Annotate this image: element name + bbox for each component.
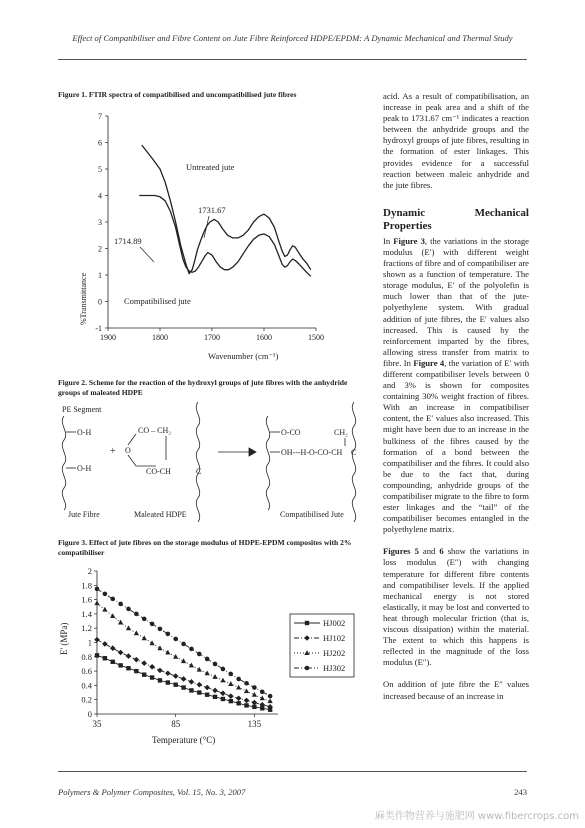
figure3-point-hj202 [228, 681, 233, 686]
figure3-point-hj202 [94, 600, 99, 605]
figure1-ytick-label: -1 [95, 324, 102, 333]
figure3-point-hj202 [102, 607, 107, 612]
figure3-point-hj202 [220, 678, 225, 683]
figure1-label-peak-1714: 1714.89 [114, 236, 142, 246]
anhydride-co-ch: CO-CH [146, 467, 171, 476]
figure3-point-hj302 [166, 632, 171, 637]
figure3-point-hj202 [252, 692, 257, 697]
figure3-point-hj102 [220, 690, 226, 696]
figure3-point-hj102 [102, 641, 108, 647]
figure1-label-compatibilised: Compatibilised jute [124, 296, 191, 306]
figure3-ytick-label: 0 [87, 709, 92, 719]
figure3-ytick-label: 0.2 [81, 694, 92, 705]
plus-sign: + [110, 446, 116, 457]
watermark: 麻类作物营养与施肥网 www.fibercrops.com [374, 811, 579, 822]
figure3-point-hj302 [221, 667, 226, 672]
figure3-point-hj302 [142, 617, 147, 622]
figure3-point-hj302 [213, 662, 218, 667]
figure3-point-hj002 [189, 688, 193, 692]
figure1-caption: Figure 1. FTIR spectra of compatibilised and uncompatibilised jute fibres [58, 90, 297, 99]
figure3-ytick-label: 0.4 [81, 680, 92, 691]
figure1-ytick-label: 5 [98, 165, 102, 174]
figure3-point-hj202 [157, 645, 162, 650]
figure3-point-hj102 [149, 664, 155, 670]
jute-oh-2: O-H [77, 464, 92, 473]
figure3-point-hj002 [166, 680, 170, 684]
paragraph-loss-modulus [383, 546, 529, 668]
legend-label-hj002: HJ002 [323, 618, 346, 628]
figure3-point-hj002 [150, 675, 154, 679]
reaction-arrow-head [249, 448, 256, 456]
running-header: Effect of Compatibiliser and Fibre Content on Jute Fibre Reinforced HDPE/EPDM: A Dynamic Mechanical and Thermal Study [72, 33, 513, 43]
figure3-point-hj002 [181, 685, 185, 689]
figure3-point-hj202 [197, 667, 202, 672]
figure3-point-hj302 [134, 612, 139, 617]
legend-label-hj202: HJ202 [323, 648, 346, 658]
figure6-reference: 6 [439, 546, 444, 557]
figure3-ytick-label: 0.8 [81, 651, 92, 662]
figure3-xtick-label: 85 [171, 719, 181, 729]
figure3-point-hj102 [118, 650, 124, 656]
anhydride-ring-bonds [128, 434, 166, 466]
figure3-point-hj302 [205, 657, 210, 662]
figure1-ytick-label: 2 [98, 244, 102, 254]
figure3-point-hj102 [110, 645, 116, 651]
para3-and: and [418, 546, 440, 557]
figure3-point-hj002 [236, 701, 240, 705]
figure3-point-hj002 [221, 697, 225, 701]
compat-c: C [351, 448, 357, 457]
figure3-ytick-label: 1.8 [81, 580, 92, 591]
figure3-point-hj002 [173, 682, 177, 686]
figure3-point-hj302 [158, 627, 163, 632]
figure3-point-hj302 [268, 694, 273, 699]
figure1-ytick-label: 6 [98, 138, 102, 148]
figure3-point-hj202 [165, 650, 170, 655]
figure3-point-hj002 [244, 703, 248, 707]
figure3-point-hj002 [111, 660, 115, 664]
figure3-point-hj002 [205, 692, 209, 696]
paragraph-storage-modulus [383, 236, 529, 536]
compat-o-co: O-CO [281, 428, 301, 437]
footer-rule [58, 771, 527, 772]
figure3-point-hj102 [134, 657, 140, 663]
figure1-ytick-label: 3 [98, 218, 102, 227]
figure1-label-untreated: Untreated jute [186, 162, 235, 172]
legend-marker-hj102 [304, 635, 310, 641]
figure3-point-hj302 [260, 690, 265, 695]
jute-fibre-label: Jute Fibre [68, 510, 100, 519]
para2-text-b: , the variations in the storage modulus (E′) with different weight fractions of fibre and of compatibiliser are shown as a function of temperature. The storage modulus, E′ of the polyolefin is much lower than that of the jute-polyethylene system. With gradual addition of jute fibres, the E′ values also increased. This is caused by the reinforcement imparted by the fibres, allowing stress transfer from matrix to fibre. In [383, 235, 530, 368]
figure3-point-hj102 [204, 685, 210, 691]
figure1-xtick-label: 1800 [152, 333, 168, 342]
figure3-point-hj002 [103, 656, 107, 660]
figure3-point-hj002 [229, 699, 233, 703]
legend-label-hj102: HJ102 [323, 633, 346, 643]
figure3-point-hj202 [244, 688, 249, 693]
figure3-point-hj102 [157, 668, 163, 674]
figure3-point-hj202 [118, 620, 123, 625]
figure1-chart [58, 102, 358, 364]
jute-fibre-chain [62, 416, 65, 510]
figure1-xtick-label: 1900 [100, 333, 116, 342]
compatibilised-jute-label: Compatibilised Jute [280, 510, 344, 519]
figure3-point-hj202 [236, 685, 241, 690]
figure3-point-hj202 [142, 635, 147, 640]
pe-segment-label: PE Segment [62, 405, 102, 414]
figure3-point-hj102 [126, 653, 132, 659]
figure1-xtick-label: 1500 [308, 333, 324, 342]
para2-text-c: , the variation of E′ with different compatibiliser levels between 0 and 3% is shown for composites containing 30% weight fraction of fibres. With an increase in compatibiliser content, the E′ values also increased. This might have been due to an increase in the bulkiness of the fibres caused by the formation of a bond between the compatibiliser and the fibres. It could also be due to the fact that, during compounding, anhydride groups of the compatibiliser migrate to the fibre to form ester linkages and the “tail” of the compatibiliser becomes entangled in the polyethylene matrix. [383, 357, 530, 535]
figure3-point-hj302 [103, 592, 108, 597]
figure3-point-hj302 [95, 587, 100, 592]
figure3-point-hj202 [149, 640, 154, 645]
figure3-point-hj002 [213, 695, 217, 699]
legend-marker-hj002 [305, 621, 309, 625]
figure3-point-hj302 [252, 685, 257, 690]
paragraph-compatibilisation: acid. As a result of compatibilisation, an increase in peak area and a shift of the peak to 1731.67 cm⁻¹ indicates a reaction between the anhydride groups and the hydroxyl groups of jute fibres, resulting in the formation of ester linkages. This provides evidence for a successful reaction between maleic anhydride and the jute fibres. [383, 91, 529, 190]
figure3-point-hj002 [95, 653, 99, 657]
figure3-point-hj302 [173, 637, 178, 642]
para2-text-a: In [383, 235, 394, 246]
anhydride-o: O [125, 446, 131, 455]
figure3-point-hj102 [94, 637, 100, 643]
figure3-point-hj002 [134, 669, 138, 673]
figure3-point-hj102 [141, 660, 147, 666]
header-rule [58, 59, 527, 60]
pe-segment-chain [196, 402, 202, 522]
figure3-point-hj002 [158, 678, 162, 682]
compat-ester: OH---H-O-CO-CH [281, 448, 343, 457]
figure3-point-hj102 [181, 676, 187, 682]
figure3-series-hj102 [97, 640, 270, 707]
figure3-series-hj002 [97, 655, 270, 709]
figure3-ytick-label: 1.4 [81, 608, 92, 619]
right-column [383, 91, 529, 702]
figure3-point-hj302 [228, 672, 233, 677]
figure3-ytick-label: 1 [87, 637, 92, 648]
compat-pe-chain [352, 402, 355, 522]
legend-marker-hj202 [304, 650, 309, 655]
figure1-xtick-label: 1600 [256, 333, 272, 342]
figure3-point-hj002 [118, 663, 122, 667]
figure3-caption: Figure 3. Effect of jute fibres on the storage modulus of HDPE-EPDM composites with 2% compatibiliser [58, 538, 352, 557]
figure3-ytick-label: 0.6 [81, 666, 92, 677]
figure3-xtick-label: 135 [247, 719, 262, 729]
figure1-ytick-label: 4 [98, 191, 102, 201]
compat-ch2: CH₂ [334, 428, 348, 437]
figure3-point-hj102 [189, 679, 195, 685]
figure3-point-hj002 [197, 690, 201, 694]
para3-text: show the variations in loss modulus (E″) with changing temperature for different fibre contents and compatibiliser levels. If the applied mechanical energy is not stored elastically, it may be lost and converted to heat through molecular friction (that is, viscous dissipation) within the material. The extent to which this happens is reflected in the magnitude of the loss modulus (E″). [383, 546, 530, 668]
figure3-point-hj102 [197, 682, 203, 688]
figure1-peak-1714-pointer [140, 247, 154, 262]
figure3-chart [58, 563, 358, 753]
figure1-ytick-label: 7 [98, 112, 102, 121]
figure5-reference: Figures 5 [383, 546, 419, 557]
figure2-scheme [58, 402, 368, 527]
figure3-ylabel: E' (MPa) [59, 622, 69, 655]
legend-marker-hj302 [305, 666, 310, 671]
figure3-point-hj202 [126, 625, 131, 630]
figure1-label-peak-1731: 1731.67 [198, 205, 226, 215]
figure1-peak-1731-pointer [204, 216, 209, 238]
section-heading: Dynamic Mechanical Properties [383, 206, 529, 232]
legend-label-hj302: HJ302 [323, 663, 346, 673]
figure3-xlabel: Temperature (°C) [152, 735, 216, 745]
figure3-point-hj202 [212, 674, 217, 679]
figure3-point-hj102 [165, 670, 171, 676]
figure3-point-hj302 [244, 681, 249, 686]
figure3-point-hj102 [244, 698, 250, 704]
figure3-point-hj202 [110, 613, 115, 618]
figure3-point-hj302 [197, 652, 202, 657]
figure3-point-hj202 [181, 658, 186, 663]
compat-jute-chain [266, 416, 269, 510]
footer-journal: Polymers & Polymer Composites, Vol. 15, No. 3, 2007 [58, 787, 246, 797]
figure3-point-hj302 [110, 597, 115, 602]
figure3-point-hj302 [189, 647, 194, 652]
figure3-point-hj302 [126, 607, 131, 612]
figure1-xlabel: Wavenumber (cm⁻¹) [208, 351, 279, 361]
maleated-hdpe-label: Maleated HDPE [134, 510, 187, 519]
figure3-xtick-label: 35 [92, 719, 102, 729]
figure1-ylabel: %Transmittance [79, 272, 88, 325]
figure3-point-hj202 [189, 663, 194, 668]
figure3-point-hj102 [236, 695, 242, 701]
figure3-reference: Figure 3 [393, 235, 425, 246]
figure4-reference: Figure 4 [413, 357, 445, 368]
jute-oh-1: O-H [77, 428, 92, 437]
figure3-point-hj202 [173, 654, 178, 659]
figure3-point-hj002 [142, 672, 146, 676]
figure2-caption: Figure 2. Scheme for the reaction of the hydroxyl groups of jute fibres with the anhydride groups of maleated HDPE [58, 378, 348, 397]
figure3-point-hj102 [212, 688, 218, 694]
figure3-point-hj102 [228, 693, 234, 699]
figure3-point-hj302 [150, 622, 155, 627]
footer-page-number: 243 [514, 787, 527, 797]
figure1-xtick-label: 1700 [204, 333, 220, 342]
anhydride-co-ch2: CO – CH₂ [138, 426, 172, 435]
figure3-ytick-label: 1.2 [81, 623, 92, 634]
figure1-ytick-label: 0 [98, 297, 102, 307]
figure3-point-hj302 [181, 642, 186, 647]
figure3-ytick-label: 1.6 [81, 594, 92, 605]
paragraph-jute-addition: On addition of jute fibre the E″ values increased because of an increase in [383, 679, 529, 701]
anhydride-c: C [196, 467, 202, 476]
figure3-point-hj102 [252, 700, 258, 706]
figure3-point-hj302 [236, 677, 241, 682]
figure3-point-hj302 [118, 602, 123, 607]
figure1-ytick-label: 1 [98, 271, 102, 280]
figure3-point-hj202 [134, 630, 139, 635]
figure3-point-hj102 [173, 673, 179, 679]
figure3-point-hj002 [126, 666, 130, 670]
figure3-ytick-label: 2 [87, 566, 92, 576]
